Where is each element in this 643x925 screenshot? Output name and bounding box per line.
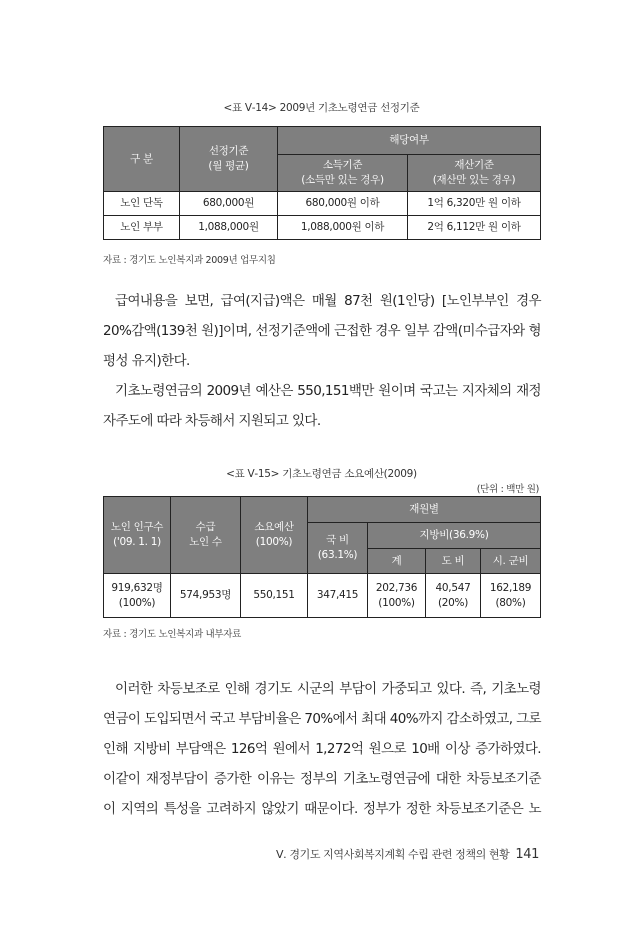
header-national-line2: (63.1%): [317, 549, 358, 561]
paragraph3-line4: 이같이 재정부담이 증가한 이유는 정부의 기초노령연금에 대한 차등보조기준: [103, 771, 541, 787]
cell-total: [368, 574, 426, 618]
header-elderly-pop-line2: ('09. 1. 1): [113, 536, 161, 548]
header-income-line1: 소득기준: [322, 159, 363, 171]
header-property: [408, 155, 541, 192]
header-budget-line1: 소요예산: [254, 521, 294, 533]
page-footer: [276, 846, 539, 862]
header-national-line1: 국 비: [326, 534, 349, 546]
header-province: 도 비: [426, 549, 481, 574]
cell-criteria: 1,088,000원: [180, 216, 278, 240]
cell-national: 347,415: [308, 574, 368, 618]
header-property-line2: (재산만 있는 경우): [432, 174, 516, 186]
paragraph3-line2: 연금이 도입되면서 국고 부담비율은 70%에서 최대 40%까지 감소하였고, 그로: [103, 711, 541, 727]
cell-recipients: 574,953명: [171, 574, 241, 618]
header-funding: 재원별: [308, 497, 541, 523]
header-budget-line2: (100%): [255, 536, 293, 548]
cell-criteria: 680,000원: [180, 192, 278, 216]
paragraph3-line3: 인해 지방비 부담액은 126억 원에서 1,272억 원으로 10배 이상 증가하였다.: [103, 741, 541, 757]
header-recipients: [171, 497, 241, 574]
cell-elderly-pop: [104, 574, 171, 618]
cell-elderly-pop-line2: (100%): [118, 596, 156, 609]
selection-criteria-table: [103, 126, 541, 240]
paragraph3-line1: 이러한 차등보조로 인해 경기도 시군의 부담이 가중되고 있다. 즉, 기초노령: [115, 681, 541, 697]
header-budget: [241, 497, 308, 574]
cell-city-line2: (80%): [495, 596, 526, 609]
cell-category: 노인 부부: [104, 216, 180, 240]
header-criteria: [180, 127, 278, 192]
cell-province-line1: 40,547: [435, 581, 471, 594]
table2-source: 자료 : 경기도 노인복지과 내부자료: [103, 629, 242, 640]
table1-caption: <표 Ⅴ-14> 2009년 기초노령연금 선정기준: [223, 102, 420, 114]
cell-province-line2: (20%): [437, 596, 469, 609]
table1-source: 자료 : 경기도 노인복지과 2009년 업무지침: [103, 255, 276, 266]
cell-budget: 550,151: [241, 574, 308, 618]
table2-caption: <표 Ⅴ-15> 기초노령연금 소요예산(2009): [226, 468, 417, 480]
paragraph1-line3: 평성 유지)한다.: [103, 353, 190, 369]
header-elderly-pop: [104, 497, 171, 574]
header-local: 지방비(36.9%): [368, 523, 541, 549]
cell-city: [481, 574, 541, 618]
table2-unit: (단위 : 백만 원): [476, 484, 539, 495]
header-criteria-line1: 선정기준: [208, 145, 249, 157]
cell-elderly-pop-line1: 919,632명: [111, 581, 163, 594]
cell-province: [426, 574, 481, 618]
cell-income: 1,088,000원 이하: [278, 216, 408, 240]
header-recipients-line2: 노인 수: [189, 536, 222, 548]
header-income-line2: (소득만 있는 경우): [301, 174, 384, 186]
cell-category: 노인 단독: [104, 192, 180, 216]
page-number: 141: [515, 847, 539, 862]
table-row: [104, 192, 541, 216]
footer-chapter: Ⅴ. 경기도 지역사회복지계획 수립 관련 정책의 현황: [276, 848, 510, 861]
table-row: [104, 574, 541, 618]
cell-property: 1억 6,320만 원 이하: [408, 192, 541, 216]
paragraph2-line1: 기초노령연금의 2009년 예산은 550,151백만 원이며 국고는 지자체의 재정: [115, 383, 541, 399]
paragraph1-line1: 급여내용을 보면, 급여(지급)액은 매월 87천 원(1인당) [노인부부인 경우: [115, 293, 541, 309]
header-city: 시. 군비: [481, 549, 541, 574]
paragraph1-line2: 20%감액(139천 원)]이며, 선정기준액에 근접한 경우 일부 감액(미수급자와 형: [103, 323, 541, 339]
header-elderly-pop-line1: 노인 인구수: [110, 521, 164, 533]
header-gubun: 구 분: [104, 127, 180, 192]
cell-total-line2: (100%): [378, 596, 415, 609]
header-criteria-line2: (월 평균): [208, 160, 249, 172]
paragraph2-line2: 자주도에 따라 차등해서 지원되고 있다.: [103, 413, 321, 429]
header-total: 계: [368, 549, 426, 574]
header-recipients-line1: 수급: [195, 521, 216, 533]
cell-total-line1: 202,736: [375, 581, 418, 594]
cell-city-line1: 162,189: [489, 581, 532, 594]
header-national: [308, 523, 368, 574]
header-applicable: 해당여부: [278, 127, 541, 155]
cell-income: 680,000원 이하: [278, 192, 408, 216]
header-income: [278, 155, 408, 192]
budget-table: [103, 496, 541, 618]
paragraph3-line5: 이 지역의 특성을 고려하지 않았기 때문이다. 정부가 정한 차등보조기준은 노: [103, 801, 541, 817]
header-property-line1: 재산기준: [454, 159, 494, 171]
cell-property: 2억 6,112만 원 이하: [408, 216, 541, 240]
table-row: [104, 216, 541, 240]
